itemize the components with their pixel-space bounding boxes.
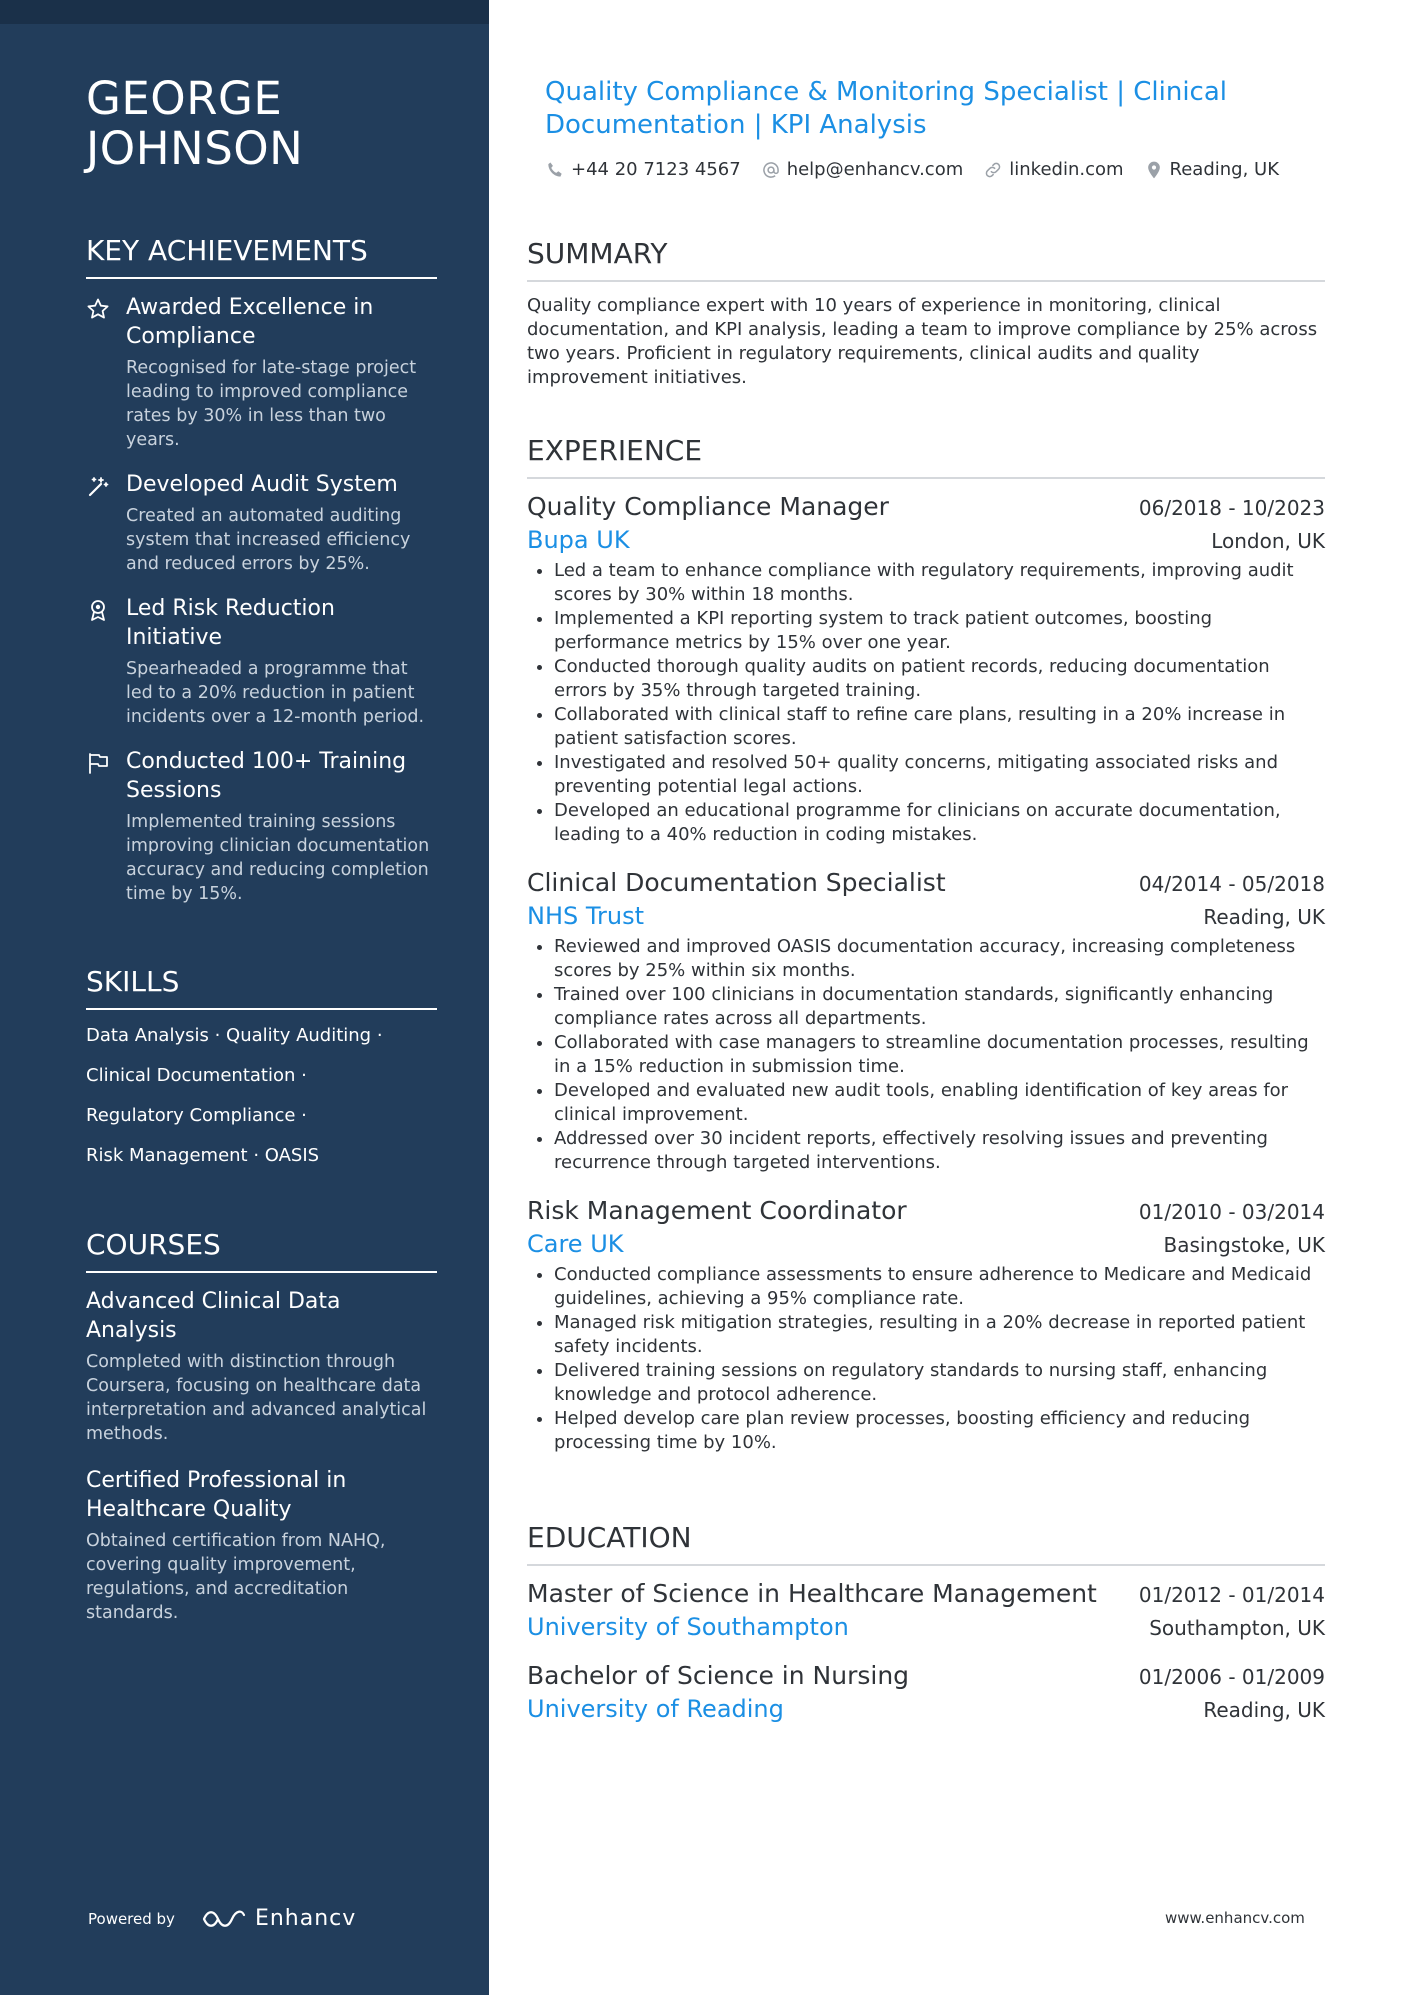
contact-bar <box>545 156 1279 184</box>
job-title: Quality Compliance Manager <box>527 492 889 521</box>
sidebar-top-bar <box>0 0 489 24</box>
degree-title: Master of Science in Healthcare Management <box>527 1579 1097 1608</box>
phone-icon <box>545 160 565 180</box>
skills-row: Clinical Documentation · <box>86 1065 307 1086</box>
education-location: Southampton, UK <box>1149 1616 1325 1640</box>
bullet-item: • Addressed over 30 incident reports, effectively resolving issues and preventing recurrence through targeted interventions. <box>554 1127 1325 1175</box>
job-dates: 04/2014 - 05/2018 <box>1138 872 1325 896</box>
skills-section <box>86 964 437 1184</box>
job-location: London, UK <box>1211 529 1325 553</box>
bullet-item: • Implemented a KPI reporting system to track patient outcomes, boosting performance metrics by 15% over one year. <box>554 607 1325 655</box>
skills-row: Risk Management · OASIS <box>86 1145 320 1166</box>
job-location: Reading, UK <box>1203 905 1325 929</box>
skills-row: Data Analysis · Quality Auditing · <box>86 1025 383 1046</box>
headline: Quality Compliance & Monitoring Specialist | Clinical Documentation | KPI Analysis <box>545 77 1228 140</box>
education-entry <box>527 1660 1325 1726</box>
bullet-item: • Collaborated with case managers to streamline documentation processes, resulting in a 15% reduction in submission time. <box>554 1031 1325 1079</box>
candidate-name: GEORGE JOHNSON <box>86 72 304 175</box>
education-location: Reading, UK <box>1203 1698 1325 1722</box>
achievement-title: Led Risk Reduction Initiative <box>126 596 335 650</box>
powered-by <box>88 1906 356 1931</box>
contact-email[interactable] <box>761 156 964 184</box>
courses-section <box>86 1227 437 1645</box>
job-title: Risk Management Coordinator <box>527 1196 907 1225</box>
key-achievements-heading: KEY ACHIEVEMENTS <box>86 233 437 279</box>
course-item <box>86 1466 437 1625</box>
skills-heading: SKILLS <box>86 964 437 1010</box>
flag-icon <box>86 751 110 775</box>
achievement-description: Recognised for late-stage project leading to improved compliance rates by 30% in less than two years. <box>126 358 417 450</box>
job-dates: 06/2018 - 10/2023 <box>1138 496 1325 520</box>
phone-text: +44 20 7123 4567 <box>571 159 741 180</box>
star-icon <box>86 297 110 321</box>
course-title: Certified Professional in Healthcare Quality <box>86 1468 347 1522</box>
bullet-item: • Led a team to enhance compliance with regulatory requirements, improving audit scores by 30% within 18 months. <box>554 559 1325 607</box>
achievement-item <box>86 470 437 576</box>
bullet-item: • Delivered training sessions on regulatory standards to nursing staff, enhancing knowledge and protocol adherence. <box>554 1359 1325 1407</box>
course-title: Advanced Clinical Data Analysis <box>86 1289 341 1343</box>
bullet-item: • Conducted thorough quality audits on patient records, reducing documentation errors by 35% through targeted training. <box>554 655 1325 703</box>
linkedin-text: linkedin.com <box>1009 159 1124 180</box>
skills-row: Regulatory Compliance · <box>86 1105 307 1126</box>
job-bullets <box>527 935 1325 1175</box>
wand-icon <box>86 474 110 498</box>
bullet-item: • Helped develop care plan review processes, boosting efficiency and reducing processing time by 10%. <box>554 1407 1325 1455</box>
enhancv-logo-icon[interactable] <box>201 1907 247 1931</box>
link-icon <box>983 160 1003 180</box>
education-section <box>527 1520 1325 1742</box>
education-heading: EDUCATION <box>527 1520 1325 1566</box>
job-entry <box>527 867 1325 1175</box>
bullet-item: • Managed risk mitigation strategies, resulting in a 20% decrease in reported patient safety incidents. <box>554 1311 1325 1359</box>
achievement-item <box>86 594 437 729</box>
course-description: Completed with distinction through Coursera, focusing on healthcare data interpretation and advanced analytical methods. <box>86 1352 427 1444</box>
key-achievements-section <box>86 233 437 924</box>
achievement-item <box>86 293 437 452</box>
email-text: help@enhancv.com <box>786 159 964 180</box>
job-bullets <box>527 559 1325 847</box>
courses-heading: COURSES <box>86 1227 437 1273</box>
achievement-title: Conducted 100+ Training Sessions <box>126 749 407 803</box>
contact-location <box>1144 156 1280 184</box>
sidebar <box>0 0 489 1995</box>
job-location: Basingstoke, UK <box>1163 1233 1325 1257</box>
school-name[interactable]: University of Southampton <box>527 1613 849 1641</box>
achievement-title: Developed Audit System <box>126 472 398 497</box>
bullet-item: • Investigated and resolved 50+ quality concerns, mitigating associated risks and preventing potential legal actions. <box>554 751 1325 799</box>
course-item <box>86 1287 437 1446</box>
education-dates: 01/2012 - 01/2014 <box>1138 1583 1325 1607</box>
achievement-item <box>86 747 437 906</box>
bullet-item: • Reviewed and improved OASIS documentation accuracy, increasing completeness scores by 25% within six months. <box>554 935 1325 983</box>
job-bullets <box>527 1263 1325 1455</box>
company-name[interactable]: Bupa UK <box>527 526 630 554</box>
job-dates: 01/2010 - 03/2014 <box>1138 1200 1325 1224</box>
school-name[interactable]: University of Reading <box>527 1695 784 1723</box>
job-entry <box>527 1195 1325 1455</box>
degree-title: Bachelor of Science in Nursing <box>527 1661 910 1690</box>
contact-phone[interactable] <box>545 156 741 184</box>
education-entry <box>527 1578 1325 1644</box>
location-pin-icon <box>1144 160 1164 180</box>
company-name[interactable]: NHS Trust <box>527 902 644 930</box>
summary-section <box>527 236 1325 390</box>
achievement-title: Awarded Excellence in Compliance <box>126 295 374 349</box>
course-description: Obtained certification from NAHQ, covering quality improvement, regulations, and accreditation standards. <box>86 1531 386 1623</box>
bullet-item: • Collaborated with clinical staff to refine care plans, resulting in a 20% increase in patient satisfaction scores. <box>554 703 1325 751</box>
bullet-item: • Developed an educational programme for clinicians on accurate documentation, leading to a 40% reduction in coding mistakes. <box>554 799 1325 847</box>
bullet-item: • Conducted compliance assessments to ensure adherence to Medicare and Medicaid guidelines, achieving a 95% compliance rate. <box>554 1263 1325 1311</box>
experience-heading: EXPERIENCE <box>527 433 1325 479</box>
company-name[interactable]: Care UK <box>527 1230 624 1258</box>
achievement-description: Spearheaded a programme that led to a 20% reduction in patient incidents over a 12-month period. <box>126 659 425 727</box>
bullet-item: • Developed and evaluated new audit tools, enabling identification of key areas for clinical improvement. <box>554 1079 1325 1127</box>
job-title: Clinical Documentation Specialist <box>527 868 946 897</box>
award-icon <box>86 598 110 622</box>
education-dates: 01/2006 - 01/2009 <box>1138 1665 1325 1689</box>
achievement-description: Implemented training sessions improving clinician documentation accuracy and reducing completion time by 15%. <box>126 812 430 904</box>
at-icon <box>761 160 781 180</box>
powered-by-label: Powered by <box>88 1909 175 1928</box>
job-entry <box>527 491 1325 847</box>
achievement-description: Created an automated auditing system that increased efficiency and reduced errors by 25%. <box>126 506 411 574</box>
summary-heading: SUMMARY <box>527 236 1325 282</box>
enhancv-brand[interactable]: Enhancv <box>254 1906 357 1931</box>
location-text: Reading, UK <box>1169 159 1280 180</box>
experience-section <box>527 433 1325 1475</box>
bullet-item: • Trained over 100 clinicians in documentation standards, significantly enhancing compliance rates across all departments. <box>554 983 1325 1031</box>
contact-linkedin[interactable] <box>983 156 1123 184</box>
footer-url[interactable]: www.enhancv.com <box>1165 1909 1305 1927</box>
summary-text: Quality compliance expert with 10 years of experience in monitoring, clinical documentation, and KPI analysis, leading a team to improve compliance by 25% across two years. Proficient in regulatory requirements, clinical audits and quality improvement initiatives. <box>527 295 1318 388</box>
